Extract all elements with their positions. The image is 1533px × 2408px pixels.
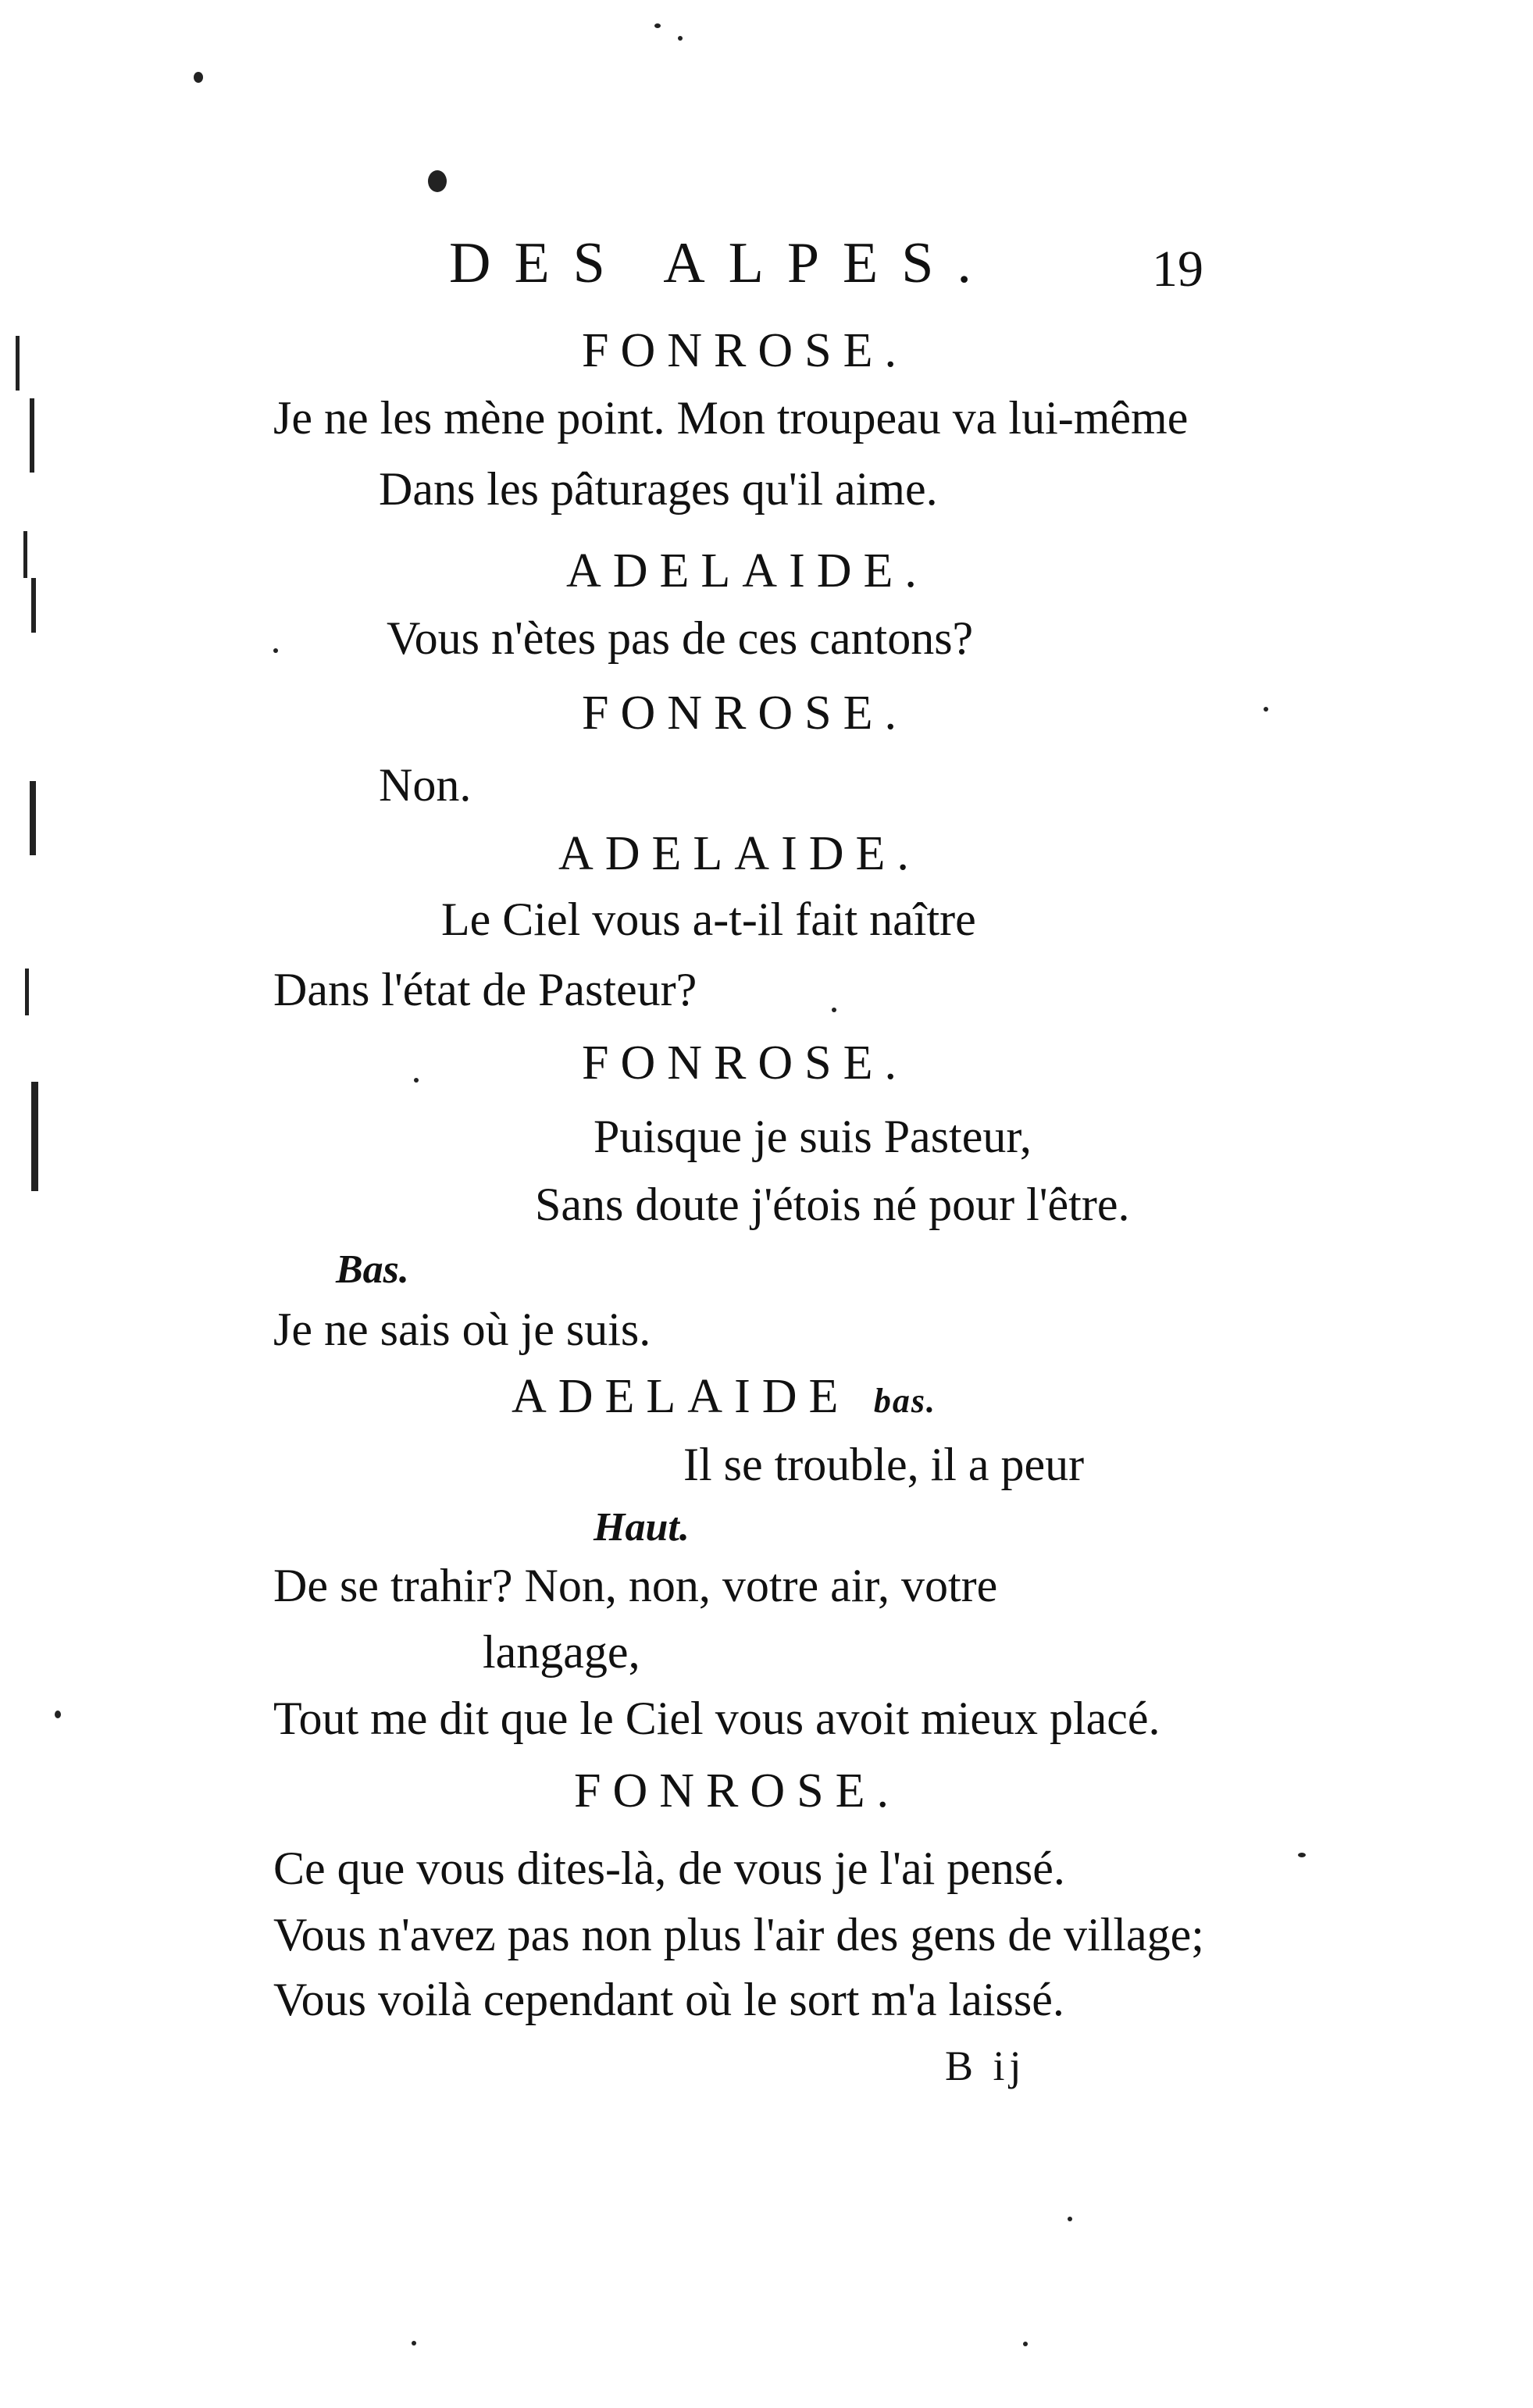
verse-line: Vous n'ètes pas de ces cantons?: [387, 612, 974, 664]
ink-speck: [194, 72, 203, 83]
verse-line: langage,: [483, 1626, 640, 1678]
verse-line: Je ne sais où je suis.: [273, 1304, 651, 1355]
verse-line: De se trahir? Non, non, votre air, votre: [273, 1560, 998, 1611]
gutter-mark: [31, 1082, 38, 1191]
ink-speck: [1264, 707, 1268, 712]
ink-speck: [412, 2341, 416, 2346]
ink-speck: [1068, 2217, 1072, 2221]
verse-line: Puisque je suis Pasteur,: [594, 1111, 1032, 1162]
verse-line: Tout me dit que le Ciel vous avoit mieux placé.: [273, 1693, 1160, 1744]
ink-speck: [654, 23, 661, 28]
speaker-name: [512, 1372, 936, 1421]
verse-line: Le Ciel vous a-t-il fait naître: [441, 894, 976, 945]
ink-speck: [1023, 2342, 1028, 2346]
verse-line: Dans l'état de Pasteur?: [273, 964, 697, 1015]
verse-line: Dans les pâturages qu'il aime.: [379, 463, 938, 515]
ink-speck: [428, 170, 447, 192]
gutter-mark: [25, 969, 29, 1015]
gutter-mark: [16, 336, 20, 391]
gutter-mark: [31, 578, 36, 633]
verse-line: Vous voilà cependant où le sort m'a laissé.: [273, 1974, 1064, 2025]
verse-line: Ce que vous dites-là, de vous je l'ai pensé.: [273, 1843, 1065, 1894]
gutter-mark: [30, 781, 36, 855]
speaker-name: FONROSE.: [574, 1764, 901, 1818]
ink-speck: [1298, 1853, 1306, 1857]
ink-speck: [273, 648, 278, 653]
speaker-name: FONROSE.: [582, 324, 909, 377]
stage-direction: bas.: [873, 1382, 936, 1420]
verse-line: Non.: [379, 759, 472, 811]
verse-line: Sans doute j'étois né pour l'être.: [535, 1179, 1130, 1230]
gutter-mark: [23, 531, 27, 578]
speaker-name: FONROSE.: [582, 687, 909, 740]
stage-direction: Haut.: [594, 1505, 690, 1550]
page-number: 19: [1152, 241, 1203, 298]
running-title: DES ALPES.: [449, 231, 995, 295]
speaker-name-text: ADELAIDE: [512, 1370, 850, 1423]
speaker-name: ADELAIDE.: [566, 544, 929, 598]
gutter-mark: [30, 398, 34, 473]
speaker-name: FONROSE.: [582, 1036, 909, 1090]
verse-line: Il se trouble, il a peur: [683, 1439, 1085, 1490]
verse-line: Vous n'avez pas non plus l'air des gens de village;: [273, 1909, 1204, 1960]
stage-direction: Bas.: [336, 1247, 409, 1292]
ink-speck: [832, 1008, 836, 1012]
ink-speck: [414, 1078, 419, 1083]
speaker-name: ADELAIDE.: [558, 827, 921, 880]
ink-speck: [678, 36, 683, 41]
ink-speck: [55, 1711, 61, 1718]
signature-mark: B ij: [945, 2042, 1026, 2089]
verse-line: Je ne les mène point. Mon troupeau va lui-même: [273, 392, 1189, 444]
